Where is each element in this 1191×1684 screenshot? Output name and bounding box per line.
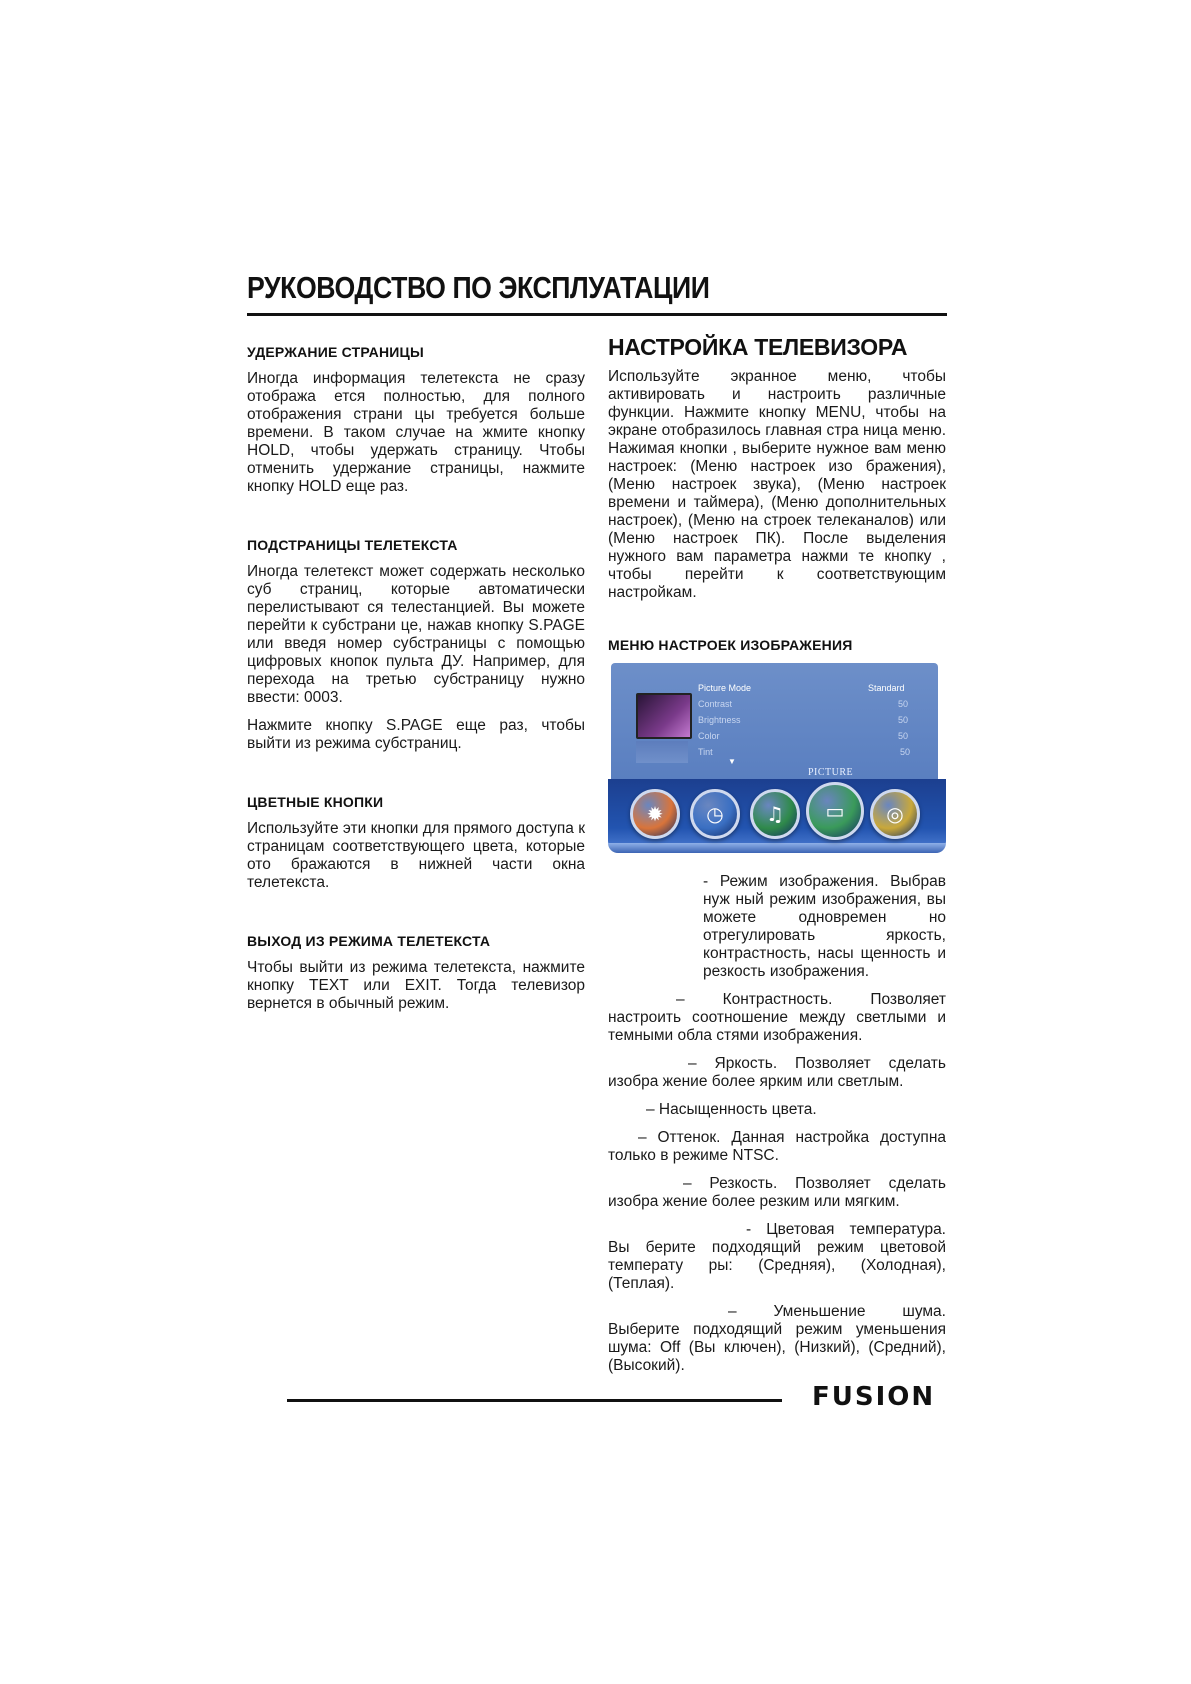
menu-base-edge	[608, 843, 946, 853]
satellite-icon: ◎	[870, 789, 920, 839]
menu-row-label: Brightness	[698, 715, 741, 725]
param-brightness: – Яркость. Позволяет сделать изобра жение более ярким или светлым.	[608, 1055, 946, 1090]
menu-row-value: 50	[898, 715, 909, 725]
menu-row-label: Color	[698, 731, 720, 741]
clock-icon: ◷	[690, 789, 740, 839]
menu-row-label: Tint	[698, 747, 713, 757]
music-note-icon: ♫	[750, 789, 800, 839]
param-sharpness: – Резкость. Позволяет сделать изобра жение более резким или мягким.	[608, 1175, 946, 1210]
param-color: – Насыщенность цвета.	[646, 1101, 817, 1118]
exit-text: Чтобы выйти из режима телетекста, нажмите кнопку TEXT или EXIT. Тогда телевизор вернется в обычный режим.	[247, 959, 585, 1012]
footer-divider	[287, 1399, 782, 1402]
tv-setup-text: Используйте экранное меню, чтобы активировать и настроить различные функции. Нажмите кнопку MENU, чтобы на экране отобразилось главная стра ница меню. Нажимая кнопки , выберите нужное вам меню настроек: (Меню настроек изо бражения), (Меню настроек звука), (Меню настроек времени и таймера), (Меню дополнительных настроек), (Меню на строек телеканалов) или (Меню настроек ПК). После выделения нужного вам параметра нажми те кнопку , чтобы перейти к соответствующим настройкам.	[608, 368, 946, 601]
menu-row-value: Standard	[868, 683, 905, 693]
param-tint: – Оттенок. Данная настройка доступна только в режиме NTSC.	[608, 1129, 946, 1164]
picture-menu-screenshot	[608, 663, 946, 855]
hold-text: Иногда информация телетекста не сразу отобража ется полностью, для полного отображения страни цы требуется больше времени. В таком случае на жмите кнопку HOLD, чтобы удержать страницу. Чтобы отменить удержание страницы, нажмите кнопку HOLD еще раз.	[247, 370, 585, 495]
subpages-exit-text: Нажмите кнопку S.PAGE еще раз, чтобы выйти из режима субстраниц.	[247, 717, 585, 752]
brand-logo: FUSION	[812, 1382, 936, 1412]
exit-heading: ВЫХОД ИЗ РЕЖИМА ТЕЛЕТЕКСТА	[247, 933, 491, 949]
menu-caption: PICTURE	[808, 767, 854, 778]
param-color-temperature: - Цветовая температура. Вы берите подходящий режим цветовой температу ры: (Средняя), (Холодная), (Теплая).	[608, 1221, 946, 1292]
monitor-icon: ▭	[806, 782, 864, 840]
menu-row-value: 50	[898, 731, 909, 741]
left-column	[247, 343, 585, 1023]
color-buttons-text: Используйте эти кнопки для прямого доступа к страницам соответствующего цвета, которые ото бражаются в нижней части окна телетекста.	[247, 820, 585, 891]
menu-row-value: 50	[898, 699, 909, 709]
tv-thumbnail-reflection	[636, 741, 688, 763]
tv-setup-heading: НАСТРОЙКА ТЕЛЕВИЗОРА	[608, 334, 908, 360]
page-title: РУКОВОДСТВО ПО ЭКСПЛУАТАЦИИ	[247, 270, 710, 305]
menu-row-label: Picture Mode	[698, 683, 752, 693]
picture-menu-heading: МЕНЮ НАСТРОЕК ИЗОБРАЖЕНИЯ	[608, 637, 853, 653]
title-divider	[247, 313, 947, 316]
param-contrast: – Контрастность. Позволяет настроить соотношение между светлыми и темными обла стями изображения.	[608, 991, 946, 1044]
param-noise-reduction: – Уменьшение шума. Выберите подходящий режим уменьшения шума: Off (Вы ключен), (Низкий), (Средний), (Высокий).	[608, 1303, 946, 1374]
subpages-heading: ПОДСТРАНИЦЫ ТЕЛЕТЕКСТА	[247, 537, 458, 553]
right-column	[608, 334, 946, 1385]
menu-row-value: 50	[900, 747, 911, 757]
hold-heading: УДЕРЖАНИЕ СТРАНИЦЫ	[247, 344, 424, 360]
menu-row-label: Contrast	[698, 699, 733, 709]
tv-thumbnail	[636, 693, 692, 739]
color-buttons-heading: ЦВЕТНЫЕ КНОПКИ	[247, 794, 384, 810]
gear-icon: ✹	[630, 789, 680, 839]
chevron-down-icon: ▼	[728, 757, 736, 766]
param-picture-mode: - Режим изображения. Выбрав нуж ный режим изображения, вы можете одновремен но отрегулировать яркость, контрастность, насы щенность и резкость изображения.	[703, 873, 946, 980]
subpages-text: Иногда телетекст может содержать несколько суб страниц, которые автоматически перелистывают ся телестанцией. Вы можете перейти к субстрани це, нажав кнопку S.PAGE или введя номер субстраницы с помощью цифровых кнопок пульта ДУ. Например, для перехода на третью субстраницу нужно ввести: 0003.	[247, 563, 585, 706]
